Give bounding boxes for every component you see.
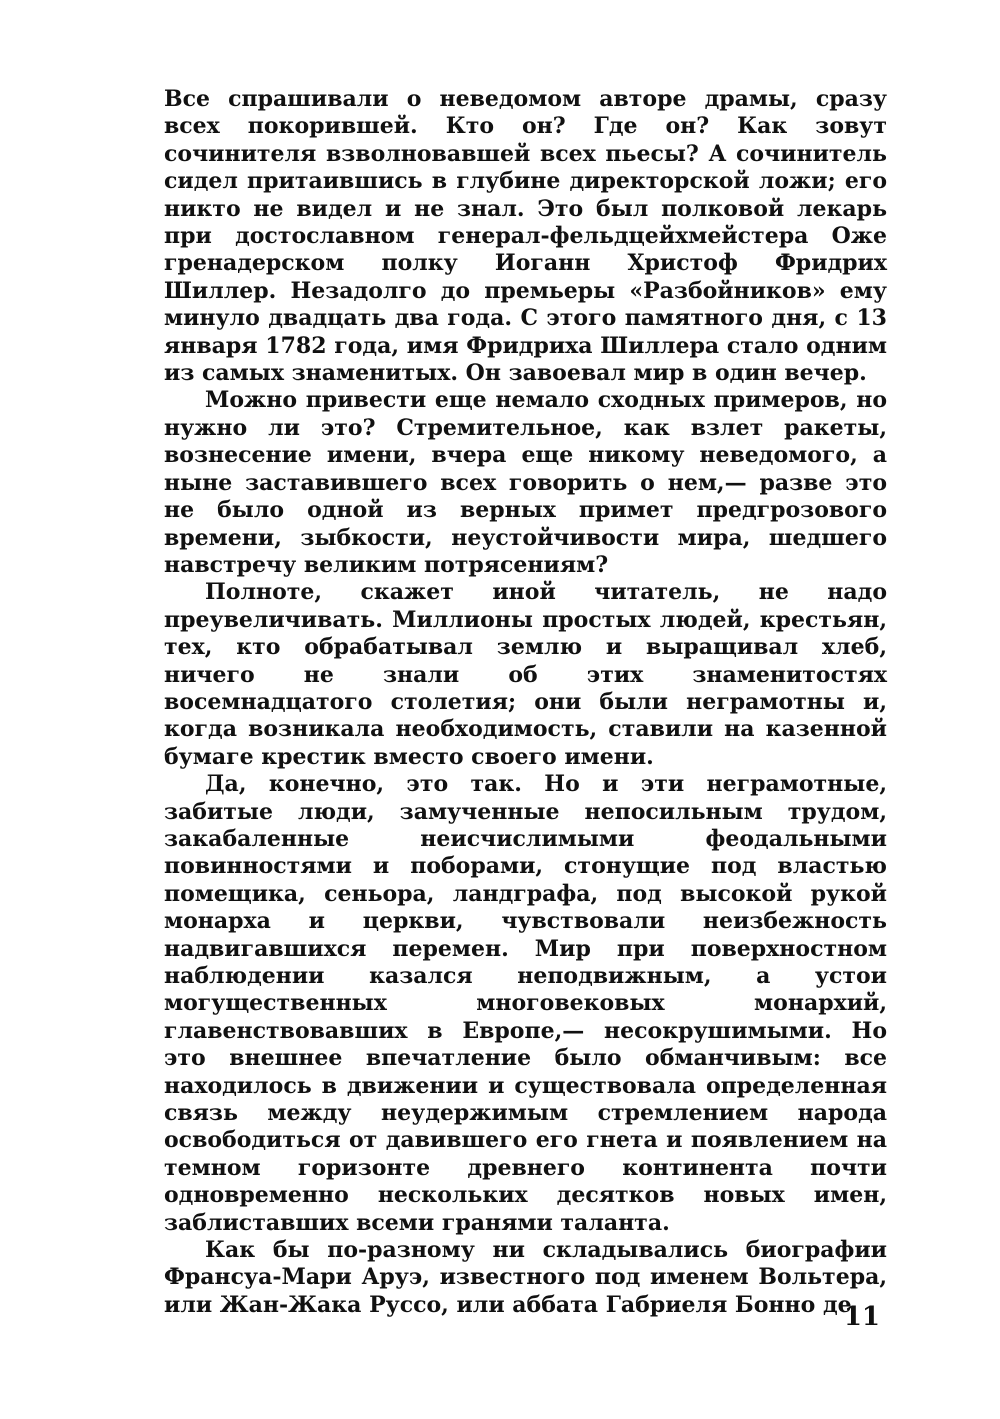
paragraph-5: Как бы по-разному ни складывались биографии Франсуа-Мари Аруэ, известного под именем Вольтера, или Жан-Жака Руссо, или аббата Габриеля Бонно де	[164, 1237, 887, 1318]
paragraph-3: Полноте, скажет иной читатель, не надо преувеличивать. Миллионы простых людей, крестьян, тех, кто обрабатывал землю и выращивал хлеб, ничего не знали об этих знаменитостях восемнадцатого столетия; они были неграмотны и, когда возникала необходимость, ставили на казенной бумаге крестик вместо своего имени.	[164, 579, 887, 770]
page-body-text	[164, 86, 887, 1319]
paragraph-4: Да, конечно, это так. Но и эти неграмотные, забитые люди, замученные непосильным трудом, закабаленные неисчислимыми феодальными повинностями и поборами, стонущие под властью помещика, сеньора, ландграфа, под высокой рукой монарха и церкви, чувствовали неизбежность надвигавшихся перемен. Мир при поверхностном наблюдении казался неподвижным, а устои могущественных многовековых монархий, главенствовавших в Европе,— несокрушимыми. Но это внешнее впечатление было обманчивым: все находилось в движении и существовала определенная связь между неудержимым стремлением народа освободиться от давившего его гнета и появлением на темном горизонте древнего континента почти одновременно нескольких десятков новых имен, заблиставших всеми гранями таланта.	[164, 771, 887, 1236]
paragraph-2: Можно привести еще немало сходных примеров, но нужно ли это? Стремительное, как взлет ракеты, вознесение имени, вчера еще никому неведомого, а ныне заставившего всех говорить о нем,— разве это не было одной из верных примет предгрозового времени, зыбкости, неустойчивости мира, шедшего навстречу великим потрясениям?	[164, 387, 887, 578]
paragraph-1: Все спрашивали о неведомом авторе драмы, сразу всех покорившей. Кто он? Где он? Как зовут сочинителя взволновавшей всех пьесы? А сочинитель сидел притаившись в глубине директорской ложи; его никто не видел и не знал. Это был полковой лекарь при достославном генерал-фельдцейхмейстера Оже гренадерском полку Иоганн Христоф Фридрих Шиллер. Незадолго до премьеры «Разбойников» ему минуло двадцать два года. С этого памятного дня, с 13 января 1782 года, имя Фридриха Шиллера стало одним из самых знаменитых. Он завоевал мир в один вечер.	[164, 86, 887, 387]
page-number: 11	[843, 1302, 880, 1332]
